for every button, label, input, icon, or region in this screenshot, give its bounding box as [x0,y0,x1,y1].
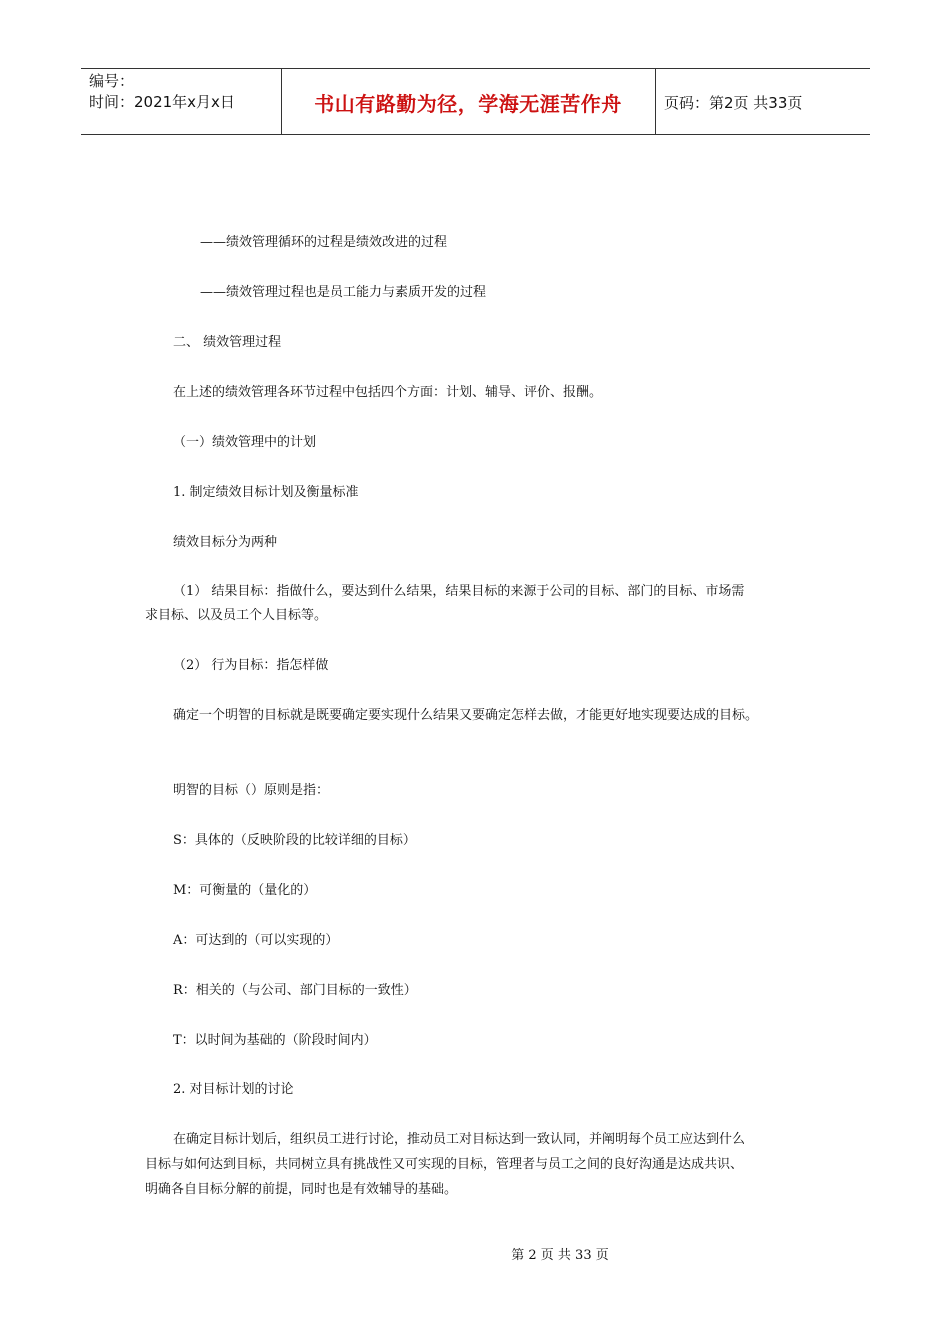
header-motto: 书山有路勤为径，学海无涯苦作舟 [314,91,622,116]
paragraph-result-goal-line2: 求目标、以及员工个人目标等。 [145,608,328,623]
page-footer: 第 2 页 共 33 页 [511,1248,609,1263]
smart-item-m: M：可衡量的（量化的） [173,883,317,898]
smart-item-r: R：相关的（与公司、部门目标的一致性） [173,983,417,998]
paragraph-four-aspects: 在上述的绩效管理各环节过程中包括四个方面：计划、辅导、评价、报酬。 [173,385,603,400]
document-time-label: 时间：2021年x月x日 [89,93,235,111]
paragraph-discussion-line1: 在确定目标计划后，组织员工进行讨论，推动员工对目标达到一致认同，并阐明每个员工应达到什么 [173,1132,746,1147]
smart-item-s: S：具体的（反映阶段的比较详细的目标） [173,833,416,848]
header-meta [89,71,235,113]
header-page-info: 页码：第2页 共33页 [664,93,803,112]
paragraph-cycle-improvement: ——绩效管理循环的过程是绩效改进的过程 [200,235,448,250]
item-heading-goal-plan: 1. 制定绩效目标计划及衡量标准 [173,485,359,500]
paragraph-cycle-development: ——绩效管理过程也是员工能力与素质开发的过程 [200,285,487,300]
section-heading-process: 二、 绩效管理过程 [173,335,282,350]
paragraph-behavior-goal: （2） 行为目标：指怎样做 [173,658,329,673]
document-number-label: 编号： [89,72,135,90]
page-header [81,68,870,135]
paragraph-result-goal-line1: （1） 结果目标：指做什么，要达到什么结果，结果目标的来源于公司的目标、部门的目标、市场需 [173,584,745,599]
paragraph-discussion-line2: 目标与如何达到目标，共同树立具有挑战性又可实现的目标，管理者与员工之间的良好沟通是达成共识、 [145,1157,744,1172]
paragraph-goal-types: 绩效目标分为两种 [173,535,278,550]
header-divider-right [655,69,656,135]
item-heading-discussion: 2. 对目标计划的讨论 [173,1082,294,1097]
paragraph-clear-goal: 确定一个明智的目标就是既要确定要实现什么结果又要确定怎样去做，才能更好地实现要达成的目标。 [173,708,759,723]
paragraph-discussion-line3: 明确各自目标分解的前提，同时也是有效辅导的基础。 [145,1182,458,1197]
smart-item-t: T：以时间为基础的（阶段时间内） [173,1033,377,1048]
subsection-heading-plan: （一）绩效管理中的计划 [173,435,317,450]
paragraph-smart-intro: 明智的目标（）原则是指： [173,783,330,798]
smart-item-a: A：可达到的（可以实现的） [173,933,339,948]
